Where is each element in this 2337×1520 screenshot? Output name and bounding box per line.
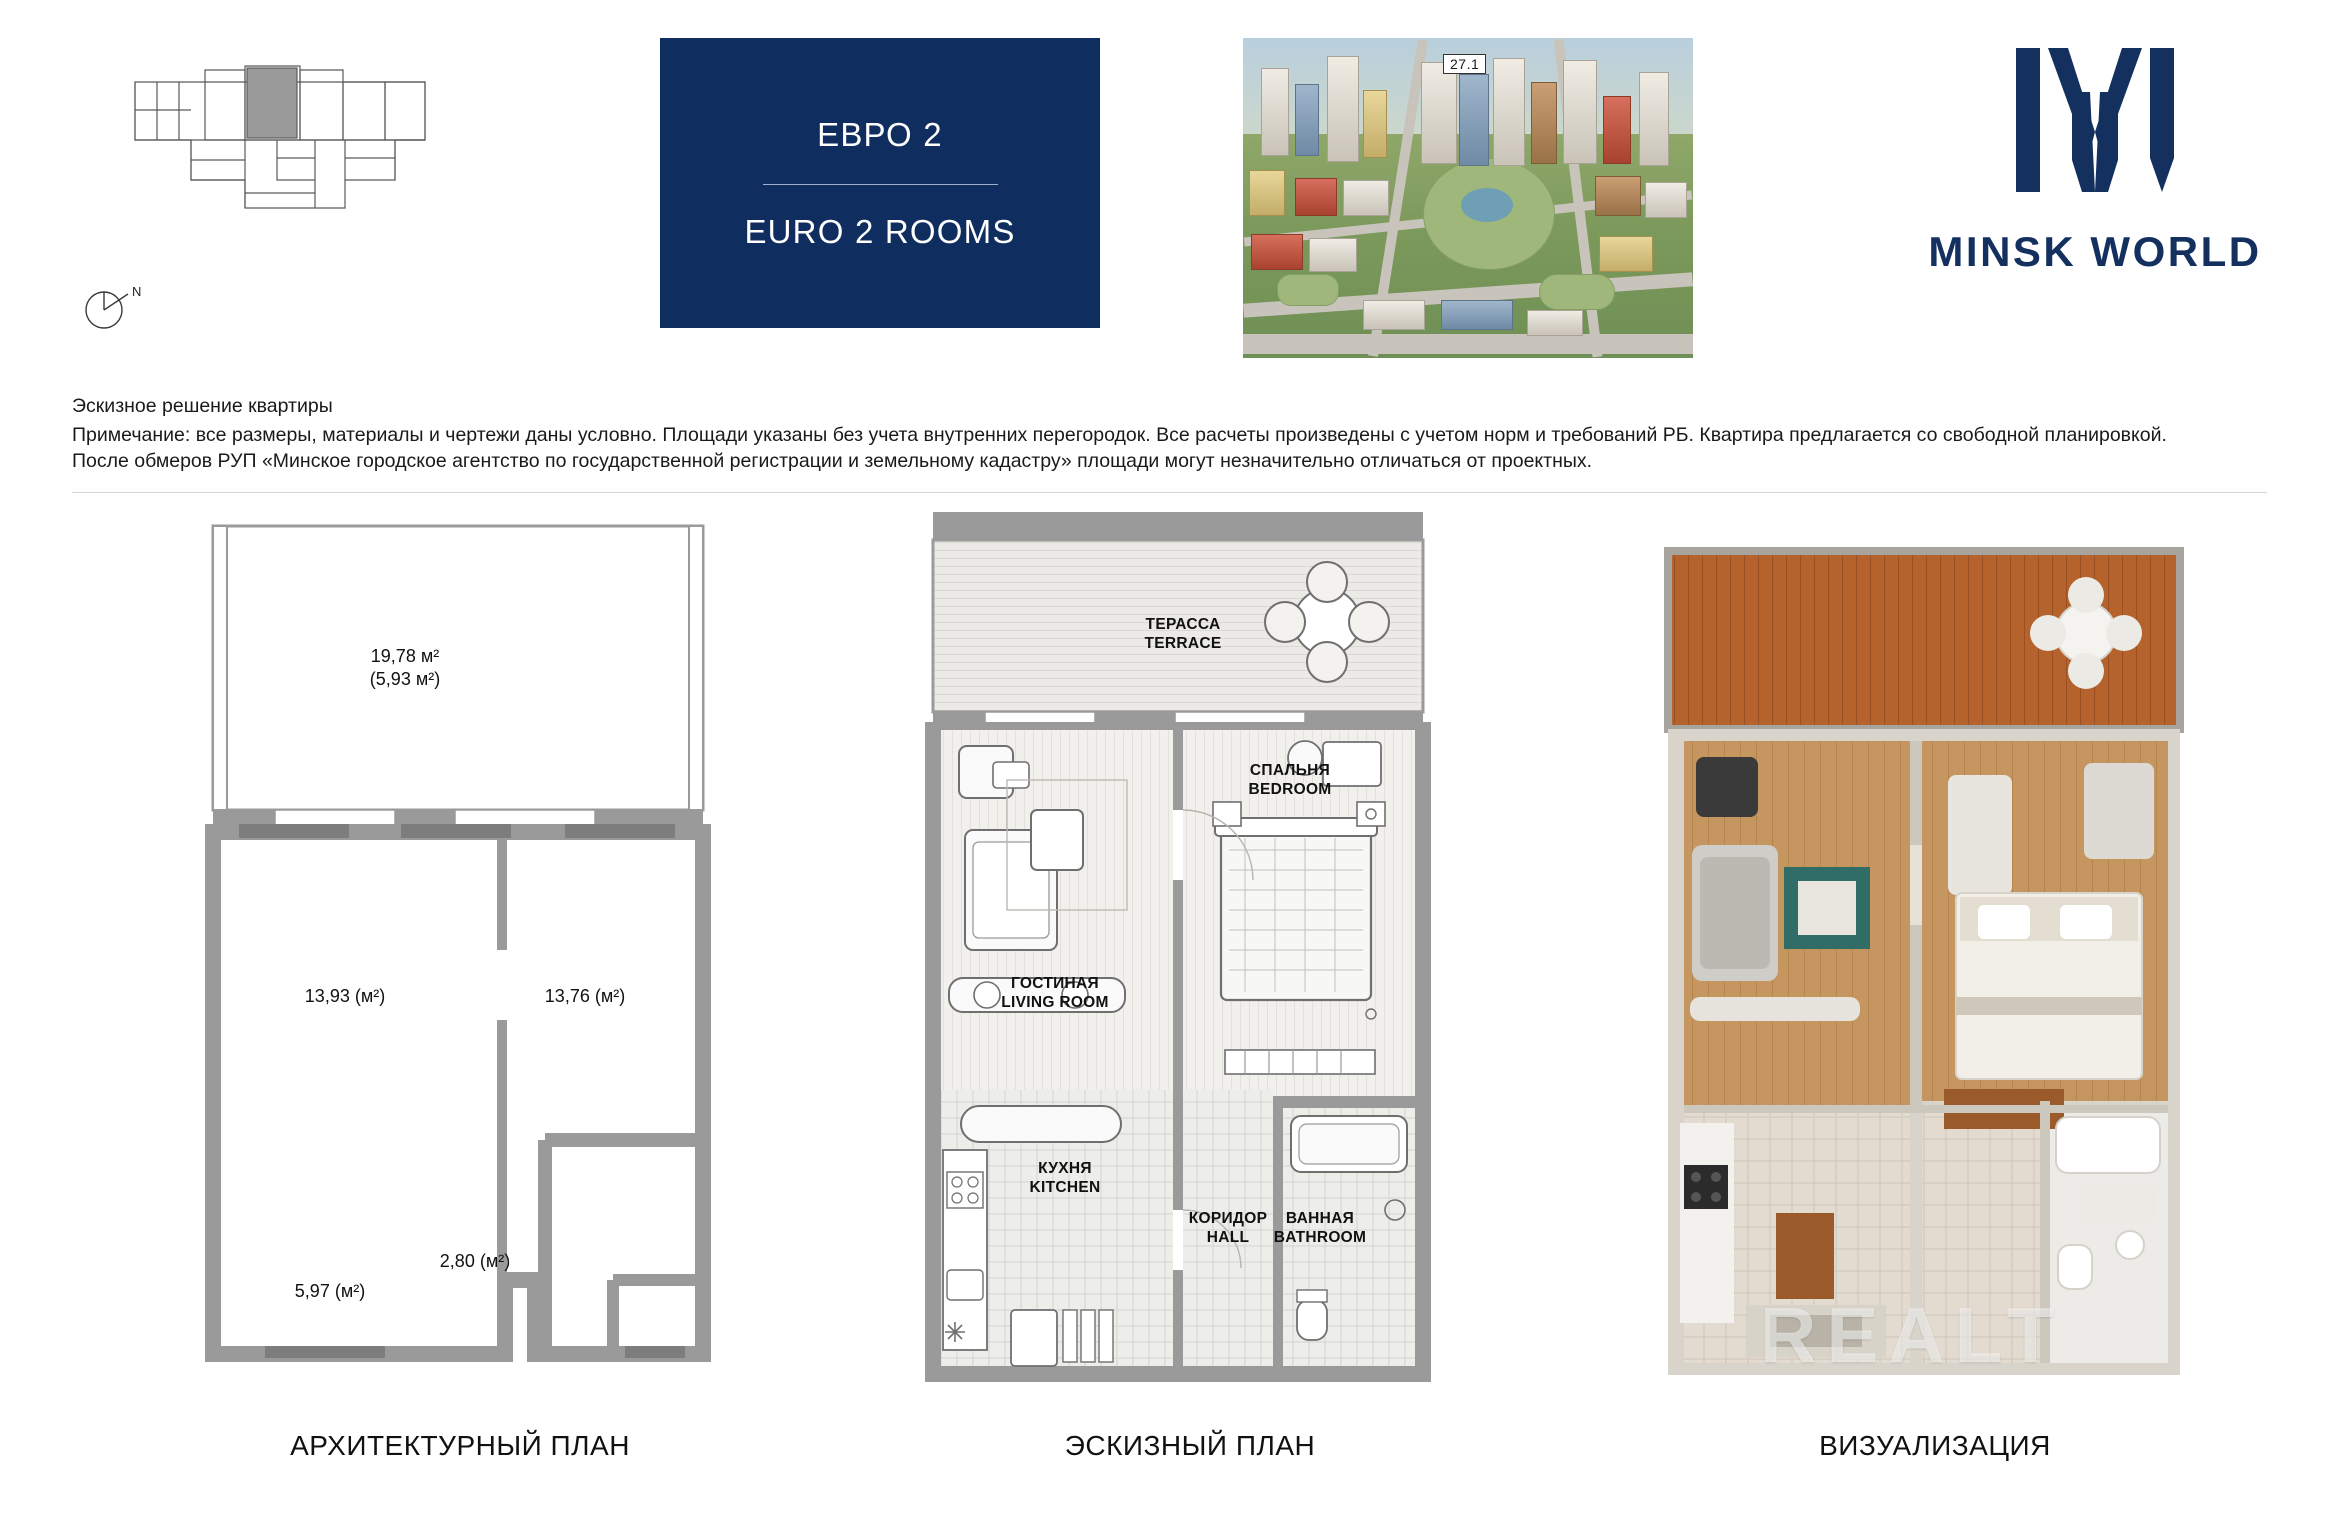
title-divider: [763, 184, 998, 185]
apartment-type-title: [660, 38, 1100, 328]
area-label-kitchen: 5,97 (м²): [294, 1281, 366, 1301]
note-title: Эскизное решение квартиры: [72, 395, 333, 417]
brand-logo: [1900, 40, 2290, 330]
area-label-bedroom: 13,76 (м²): [544, 986, 626, 1006]
area-label-terrace: 19,78 м² (5,93 м²): [369, 646, 441, 689]
building-key-plan: [95, 30, 465, 245]
aerial-view-image: [1243, 38, 1693, 358]
note-line-2: После обмеров РУП «Минское городское агентство по государственной регистрации и земельному кадастру» площади могут незначительно отличаться от проектных.: [72, 449, 1593, 472]
room-label-bathroom: ВАННАЯ BATHROOM: [1273, 1210, 1367, 1246]
note-line-1: Примечание: все размеры, материалы и чертежи даны условно. Площади указаны без учета внутренних перегородок. Все расчеты произведены с учетом норм и требований РБ. Квартира предлагается со свободной планировкой.: [72, 424, 2167, 446]
room-label-living: ГОСТИНАЯ LIVING ROOM: [1001, 975, 1109, 1011]
room-label-bedroom: СПАЛЬНЯ BEDROOM: [1248, 762, 1332, 798]
visualization-render: [1660, 545, 2190, 1390]
room-label-hall: КОРИДОР HALL: [1188, 1210, 1268, 1246]
mw-monogram-icon: [2010, 40, 2180, 200]
svg-text:N: N: [132, 284, 142, 299]
header: [0, 0, 2337, 370]
room-label-terrace: ТЕРАССА TERRACE: [1144, 616, 1222, 652]
watermark-realt: REALT: [1760, 1291, 2065, 1379]
sketch-plan-caption: ЭСКИЗНЫЙ ПЛАН: [1064, 1430, 1316, 1461]
room-label-kitchen: КУХНЯ KITCHEN: [1029, 1160, 1101, 1196]
area-label-bathroom: 2,80 (м²): [439, 1251, 511, 1271]
aerial-section-label: 27.1: [1443, 54, 1486, 74]
area-label-living: 13,93 (м²): [304, 986, 386, 1006]
title-en: EURO 2 ROOMS: [744, 212, 1016, 250]
title-ru: ЕВРО 2: [817, 115, 943, 153]
note-divider: [72, 492, 2267, 493]
sketch-plan: [925, 510, 1435, 1395]
architectural-plan: [205, 520, 715, 1390]
note-block: [72, 395, 2262, 475]
visualization-caption: ВИЗУАЛИЗАЦИЯ: [1819, 1430, 2051, 1461]
logo-text: MINSK WORLD: [1928, 228, 2262, 275]
architectural-plan-caption: АРХИТЕКТУРНЫЙ ПЛАН: [290, 1430, 630, 1461]
compass-icon: [82, 280, 152, 340]
